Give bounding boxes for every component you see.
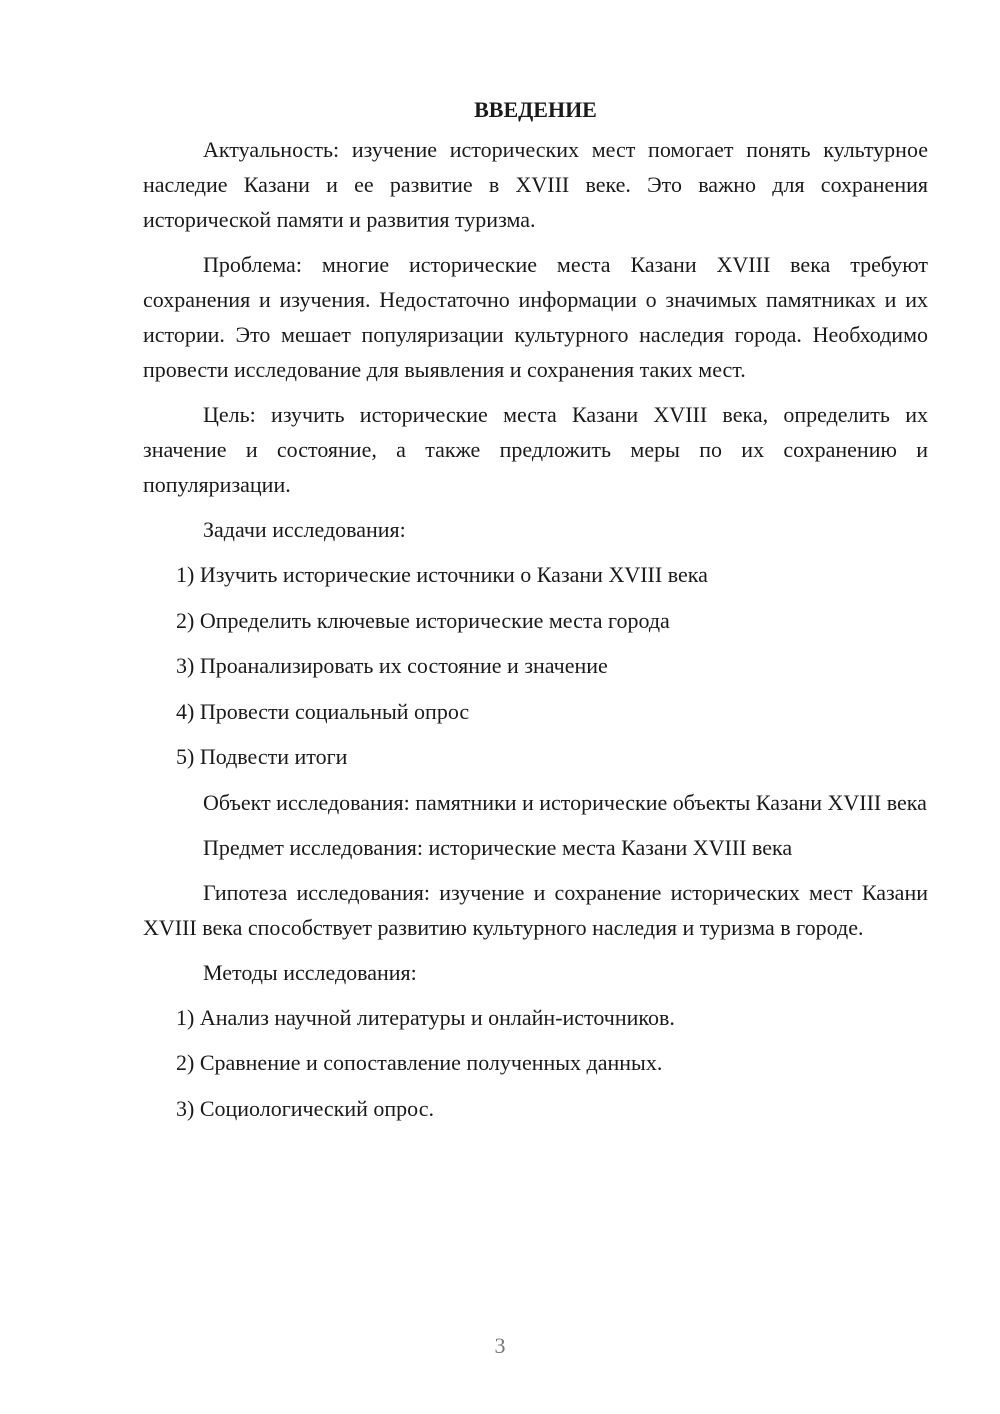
object-paragraph: Объект исследования: памятники и исторические объекты Казани XVIII века	[203, 789, 927, 815]
tasks-heading: Задачи исследования:	[203, 517, 406, 542]
relevance-paragraph: Актуальность: изучение исторических мест помогает понять культурное наследие Казани и ее развитие в XVIII веке. Это важно для сохранения исторической памяти и развития туризма.	[143, 137, 928, 232]
task-item: 4) Провести социальный опрос	[176, 698, 470, 724]
problem-paragraph: Проблема: многие исторические места Казани XVIII века требуют сохранения и изучения. Недостаточно информации о значимых памятниках и их истории. Это мешает популяризации культурного наследия города. Необходимо провести исследование для выявления и сохранения таких мест.	[143, 252, 928, 382]
methods-heading: Методы исследования:	[203, 959, 417, 985]
hypothesis-paragraph: Гипотеза исследования: изучение и сохранение исторических мест Казани XVIII века способствует развитию культурного наследия и туризма в городе.	[143, 879, 928, 940]
page-title: ВВЕДЕНИЕ	[474, 97, 597, 122]
page-number: 3	[494, 1333, 506, 1358]
subject-paragraph: Предмет исследования: исторические места Казани XVIII века	[203, 834, 793, 860]
method-item: 1) Анализ научной литературы и онлайн-источников.	[176, 1004, 675, 1030]
task-item: 1) Изучить исторические источники о Казани XVIII века	[176, 562, 708, 587]
task-item: 3) Проанализировать их состояние и значение	[176, 653, 608, 678]
task-item: 5) Подвести итоги	[176, 744, 348, 769]
task-item: 2) Определить ключевые исторические места города	[176, 607, 670, 633]
tasks-list	[143, 557, 928, 774]
goal-paragraph: Цель: изучить исторические места Казани XVIII века, определить их значение и состояние, а также предложить меры по их сохранению и популяризации.	[143, 402, 928, 497]
document-page	[143, 92, 928, 1136]
method-item: 2) Сравнение и сопоставление полученных данных.	[176, 1050, 663, 1075]
methods-list	[143, 1000, 928, 1126]
method-item: 3) Социологический опрос.	[176, 1095, 434, 1121]
